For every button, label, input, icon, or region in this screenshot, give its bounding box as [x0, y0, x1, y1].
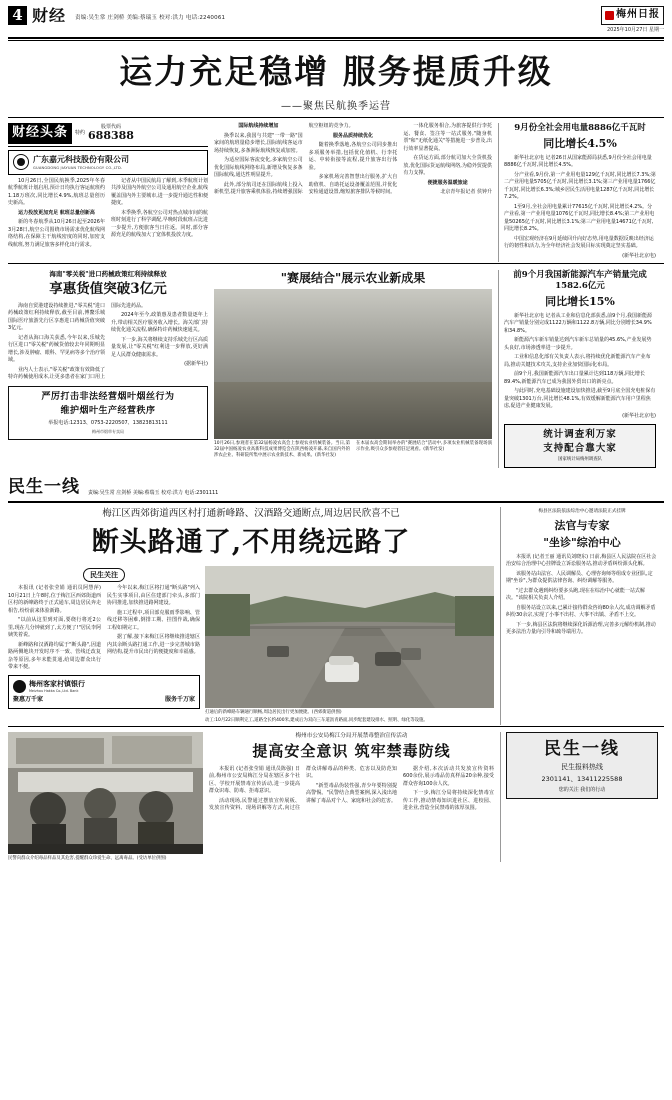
paragraph: 新华社北京电 记者26日从国家能源局获悉,9月份全社会用电量8886亿千瓦时,同比增长4.5%。 — [504, 154, 652, 168]
paragraph: 此外,部分航司还在国际航线上投入新机型,提升旅客乘机体验,持续增强国际航空枢纽的竞争力。 — [214, 123, 354, 196]
antidrug-kicker: 梅州市公安局梅江分局开展禁毒整治宣传活动 — [295, 732, 408, 739]
right-article-2-body — [504, 313, 656, 420]
paragraph: 据了解,接下来梅江区将继续推进辖区内其余断头路打通工作,进一步完善城市路网结构,提升市民出行的便捷度和幸福感。 — [107, 634, 200, 656]
paragraph: 记者从中国民航局了解到,本季航班计划共涉及国内外航空公司及通用航空企业,航线覆盖国内外主要城市,进一步提升通达性和便捷度。 — [111, 177, 208, 207]
lead-rule — [8, 117, 664, 118]
minsheng-body — [8, 507, 664, 724]
minsheng-article-body — [8, 585, 200, 672]
stat-ad-footer: 国家统计局梅州调查队 — [558, 457, 602, 463]
finance-headline-banner — [8, 123, 208, 147]
minsheng-main — [8, 507, 494, 724]
antidrug-article — [209, 732, 494, 862]
lead-subheadline: ——聚焦民航换季运营 — [281, 100, 391, 112]
byline: (新华社北京电) — [622, 252, 656, 259]
statistics-bureau-ad[interactable] — [504, 424, 656, 468]
paragraph: 随着换季落地,各航空公司同步推出多项服务举措,包括优化值机、行李托运、中转衔接等流程,提升旅客出行体验。 — [308, 142, 398, 171]
photo-caption: 10月26日,参观者在第32届杨凌农高会上参观农业机械装备。当日,第32届中国杨凌农业高新科技成果博览会在陕西杨凌开幕,来自国内外的涉农企业、科研院所集中展示农业新技术、新成果。(新华社发) — [214, 441, 350, 459]
photo-new-road — [205, 566, 494, 708]
subhead: 便捷服务温暖旅途 — [427, 179, 468, 186]
minsheng-credits: 责编:吴生常 庄剑桥 美编:蔡瑞玉 校对:洪力 电话:2301111 — [88, 490, 219, 497]
side-article-title-1: 法官与专家 — [554, 519, 610, 533]
paragraph: 2024年至今,政策惠及患者数量逐年上升,带动相关医疗服务收入增长。海关部门持续优化通关流程,确保特许药械快速通关。 — [111, 312, 208, 334]
byline: (新华社北京电) — [622, 412, 656, 419]
column-middle — [214, 123, 492, 262]
photo-anti-drug — [8, 732, 203, 854]
paper-nameplate — [601, 6, 664, 25]
sponsor-prefix: 特约 — [75, 129, 86, 136]
subhead: 服务品质持续优化 — [332, 132, 373, 139]
warning-line-2: 维护烟叶生产经营秩序 — [60, 405, 156, 416]
center-photo-block — [214, 270, 492, 468]
band-rule-1 — [8, 263, 664, 264]
lead-headline: 运力充足稳增 服务提质升级 — [119, 51, 553, 91]
hotline-ad-sub: 民生报料热线 — [561, 763, 603, 772]
advertiser-name-en: GUANGDONG JIAYUAN TECHNOLOGY CO.,LTD. — [33, 165, 123, 170]
minsheng-badge: 民生关注 — [83, 568, 125, 582]
right-article-2-subtitle: 同比增长15% — [545, 294, 615, 308]
masthead — [8, 6, 664, 34]
photo-caption-2: 在本届农高会期间举办的"赛展结合"活动中,多项农业机械装备现场演示作业,吸引众多参观者驻足观看。(新华社发) — [356, 441, 492, 453]
minsheng-side-col — [500, 507, 658, 724]
stock-code: 688388 — [88, 129, 134, 143]
stock-code-block — [88, 125, 134, 143]
stat-ad-line-2: 支持配合靠大家 — [543, 442, 617, 454]
feature-left-title: 享惠货值突破3亿元 — [49, 281, 167, 298]
right-article-1-subtitle: 同比增长4.5% — [543, 136, 617, 150]
photo-ground — [214, 382, 492, 439]
paragraph: 记者从海口海关获悉,今年以来,乐城先行区进口"零关税"药械货值较去年同期明显增长,涉及肿瘤、眼科、罕见病等多个治疗领域。 — [8, 334, 105, 364]
antidrug-title: 提高安全意识 筑牢禁毒防线 — [252, 741, 451, 760]
tobacco-warning-ad[interactable] — [8, 386, 208, 440]
masthead-rule — [8, 37, 664, 39]
bank-name-en: Meizhou Hakka Co.,Ltd. Bank — [29, 689, 79, 694]
paragraph: 1至9月,全社会用电量累计77615亿千瓦时,同比增长4.2%。分产业看,第一产业用电量1076亿千瓦时,同比增长8.4%;第二产业用电量50265亿千瓦时,同比增长3.1%;第三产业用电量14671亿千瓦时,同比增长8.2%。 — [504, 203, 655, 232]
masthead-left — [8, 6, 225, 25]
paragraph: 海南自贸港建设持续推进,"零关税"进口药械政策红利持续释放,截至目前,博鳌乐城国际医疗旅游先行区享惠进口药械货值突破3亿元。 — [8, 302, 105, 332]
stock-code-label: 股票代码 — [100, 123, 121, 130]
minsheng-kicker: 梅江区西郊街道西区村打通新峰路、汉酒路交通断点,周边居民欣喜不已 — [102, 508, 400, 520]
logo-icon — [605, 11, 614, 20]
road-photo-caption: 打通后的新峰路车辆通行顺畅,周边居民出行更加便捷。(西郊街道供图) — [205, 710, 342, 716]
paragraph: 10月26日,全国民航换季,2025年冬春航季航班计划启用,预计日均执行客运航班约1.18万班次,同比增长4.9%,航班总量创历史新高。 — [8, 177, 105, 207]
bank-slogan-1: 聚惠万千家 — [13, 696, 44, 704]
section-title: 财经 — [32, 6, 67, 25]
side-article-kicker: 梅县区法院依法综治中心邀请法院正式挂牌 — [538, 509, 626, 515]
paragraph: 据介绍,本次活动共发放宣传资料600余份,展示毒品仿真样品20余种,接受群众咨询100余人次。 — [403, 765, 494, 787]
paragraph: 分产业看,9月份,第一产业用电量129亿千瓦时,同比增长7.3%;第二产业用电量5705亿千瓦时,同比增长3.1%;第三产业用电量1766亿千瓦时,同比增长6.3%;城乡居民生活用电量1287亿千瓦时,同比增长7.2%。 — [504, 171, 656, 200]
bank-advertisement[interactable] — [8, 675, 200, 709]
company-logo-icon — [13, 154, 29, 170]
paragraph: 中国宏观经济在9月延续回升向好态势,用电量数据反映出经济运行的韧性和活力,为全年经济社会发展目标实现奠定坚实基础。 — [504, 235, 654, 249]
lead-headline-block — [8, 41, 664, 116]
column-left — [8, 123, 208, 262]
right-article-2-title: 前9个月我国新能源汽车产销量完成1582.6亿元 — [513, 269, 647, 292]
paragraph: 本季换季,各航空公司对热点城市间的航班时刻进行了科学调配,早晚时段航班占比进一步提升,方便旅客当日往返。同时,部分客源充足的航线加大了宽体机投放力度。 — [111, 209, 208, 239]
minsheng-title: 断头路通了,不用绕远路了 — [91, 527, 411, 559]
page-number: 4 — [8, 6, 27, 25]
lead-body-left — [8, 178, 208, 250]
paragraph: 本报讯 (记者张莹娟 通讯员阿慧萍) 10月21日上午8时,位于梅江区西郊街道西区村的新峰路终于正式通车,周边居民奔走相告,纷纷前来体验新路。 — [8, 585, 101, 614]
feature-left-kicker: 海南"零关税"进口药械政策红利持续释放 — [49, 269, 167, 278]
photo-agri-expo — [214, 289, 492, 439]
paragraph: 该服务站由法官、人民调解员、心理咨询师等组成专业团队,定期"坐诊",为群众提供法律咨询、纠纷调解等服务。 — [506, 570, 653, 585]
top-area — [8, 123, 664, 262]
paragraph: 为适应国际客流变化,多家航空公司优化国际航线网络布局,新增及恢复多条国际航线,通达性明显提升。 — [214, 157, 303, 179]
side-article-body — [506, 554, 658, 637]
right-article-1-title: 9月份全社会用电量8886亿千瓦时 — [514, 123, 646, 134]
column-right — [498, 123, 656, 262]
byline: 北京青年报记者 侯钟升 — [440, 189, 492, 196]
drug-photo-block — [8, 732, 203, 862]
paragraph: 业内人士表示,"零关税"政策有效降低了特许药械使用成本,让更多患者在家门口用上国际先进药品。 — [8, 302, 147, 381]
road-note: 动工:10月22日顺利完工,道路全长约400米,建成后为双向三车道沥青路面,同步配套建设排水、照明、绿化等设施。 — [205, 718, 428, 724]
paragraph: 多家机场完善智慧出行服务,扩大自助值机、自助托运设备覆盖范围,并优化安检通道设置,缩短旅客排队等候时间。 — [308, 174, 398, 196]
subhead: 国际航线持续增加 — [238, 123, 279, 130]
right-article-2 — [498, 270, 656, 468]
bank-ad-top — [13, 679, 195, 694]
road-photo-illustration — [205, 566, 494, 708]
paragraph: 一体化服务相合,为旅客提供行李托运、餐食、签注等一站式服务,"随身机票"和"无纸化通关"等措施进一步普及,出行效率显著提高。 — [403, 123, 492, 152]
masthead-right — [601, 6, 664, 34]
feature-left-body — [8, 303, 208, 382]
photo-title: "赛展结合"展示农业新成果 — [280, 270, 426, 285]
bank-name: 梅州客家村镇银行 — [29, 678, 85, 688]
paragraph: "以前从这里到对面,要绕行将近2公里,现在几分钟就到了,太方便了!"居民李阿姨笑着说。 — [8, 617, 101, 639]
band-rule-2 — [8, 726, 664, 727]
paragraph: 本报讯 (记者张莹娟 通讯员陈强) 日前,梅州市公安局梅江分局在辖区多个社区、学校开展禁毒宣传活动,进一步提高群众识毒、防毒、拒毒意识。 — [209, 765, 300, 794]
lead-body-middle — [214, 123, 492, 198]
paragraph: 下一步,梅江分局将持续深化禁毒宣传工作,推动禁毒知识进社区、进校园、进企业,营造全民禁毒的浓厚氛围。 — [403, 790, 494, 811]
hotline-ad-number: 2301141、13411225588 — [541, 775, 623, 784]
paragraph: 今年以来,梅江区将打通"断头路"列入民生实事项目,由区住建部门牵头,多部门协同推进,加快推进路网建设。 — [107, 585, 200, 607]
paragraph: 新的冬春航季从10月26日起至2026年3月28日,航空公司围绕市场需求优化航线网络结构,在保障主干航线密度的同时,加密支线航班,努力满足旅客多样化出行需求。 — [8, 219, 105, 248]
antidrug-photo-caption: 民警向群众介绍毒品样品及其危害,提醒群众珍爱生命、远离毒品。(受访单位供图) — [8, 855, 167, 861]
paragraph: 新能源汽车新车销量达到汽车新车总销量的45.6%,产业发展势头良好,市场渗透率进一步提升。 — [504, 337, 652, 351]
minsheng-hotline-ad[interactable] — [506, 732, 658, 799]
paragraph: 施工过程中,项目部克服雨季影响、管线迁移等困难,倒排工期、挂图作战,确保工程如期完工。 — [107, 609, 200, 631]
paragraph: 与此同时,充电基础设施建设加快推进,截至9月底全国充电桩保有量突破1301万台,同比增长48.1%,有效缓解新能源汽车用户里程焦虑,促进产业健康发展。 — [504, 388, 656, 410]
antidrug-photo-illustration — [8, 732, 203, 854]
paragraph: 下一步,梅县区法院将继续深化诉源治理,完善多元解纷机制,推动更多法治力量向引导和疏导端用力。 — [506, 621, 656, 636]
warning-line-1: 严厉打击非法经营烟叶烟丝行为 — [41, 391, 175, 402]
page-credits: 责编:吴生常 庄剑桥 美编:蔡瑞玉 校对:洪力 电话:2240061 — [75, 15, 226, 22]
band-4 — [8, 732, 664, 862]
feature-left — [8, 270, 208, 468]
minsheng-text-col — [8, 566, 200, 724]
stat-ad-line-1: 统计调查利万家 — [543, 428, 617, 440]
finance-banner-label: 财经头条 — [8, 123, 72, 144]
paragraph: "过去群众遇到纠纷要多头跑,现在在综治中心就能一站式解决。"该院相关负责人介绍。 — [506, 587, 645, 602]
paragraph: 工业和信息化部有关负责人表示,将持续优化新能源汽车产业布局,推动关键技术攻关,支持企业加快国际化布局。 — [504, 354, 651, 368]
advertisement-jiayuan[interactable] — [8, 150, 208, 175]
warning-footer: 梅州市烟草专卖局 — [92, 429, 124, 435]
advertiser-name: 广东嘉元科技股份有限公司 — [33, 153, 129, 164]
paragraph: 下一步,海关将继续支持乐城先行区高质量发展,让"零关税"红利进一步释放,更好满足人民群众健康需求。 — [111, 336, 208, 358]
minsheng-row — [8, 566, 494, 724]
hotline-ad-slogan: 您的关注 我们的行动 — [558, 786, 606, 793]
warning-hotline: 举报电话:12313、0753-2220507、13823813111 — [48, 419, 168, 426]
minsheng-photo-col — [205, 566, 494, 724]
bank-logo-icon — [13, 680, 26, 693]
paragraph: 自服务站设立以来,已累计接待群众咨询80余人次,成功调解矛盾纠纷30余宗,实现了小事不出村、大事不出镇、矛盾不上交。 — [506, 604, 656, 619]
paragraph: 活动现场,民警通过摆放宣传展板、发放宣传资料、现场讲解等方式,向过往群众讲解毒品的种类、危害以及防范知识。 — [209, 765, 397, 811]
paragraph: 在货运方面,部分航司加大全货机投放,优化国际货运航线网络,为稳外贸提供有力支撑。 — [403, 155, 492, 177]
band-2 — [8, 270, 664, 468]
paragraph: 新华社北京电 记者从工业和信息化部获悉,前9个月,我国新能源汽车产销量分别完成1122万辆和1122.8万辆,同比分别增长34.9%和34.8%。 — [504, 312, 652, 334]
paragraph: 本报讯 (记者王丽 通讯员刘晓东) 日前,梅县区人民法院在区社会治安综合治理中心挂牌设立诉讼服务站,推动矛盾纠纷源头化解。 — [506, 553, 657, 568]
byline: (据新华社) — [184, 361, 208, 368]
paper-name: 梅州日报 — [616, 9, 660, 20]
minsheng-section-header — [8, 475, 664, 504]
publish-date: 2025年10月27日 星期一 — [606, 26, 664, 33]
hotline-ad-title: 民生一线 — [544, 738, 620, 759]
paragraph: "新型毒品伪装性强,青少年要特别提高警惕。"民警结合典型案例,深入浅出地讲解了毒品对个人、家庭和社会的危害。 — [306, 782, 397, 804]
paragraph: 换季以来,我国与共建"一带一路"国家间的航班量稳步增长,国际航线客运市场持续恢复,多条洲际航线恢复或加密。 — [214, 132, 303, 154]
paragraph: 新峰路和汉酒路均属于"断头路",因道路两侧地块开发时序不一致、管线迁改复杂等原因,多年未能贯通,给周边群众出行带来不便。 — [8, 641, 101, 671]
antidrug-body — [209, 766, 494, 813]
subhead: 运力投放更加充足 航班总量创新高 — [18, 209, 95, 216]
side-article-title-2: "坐诊"综治中心 — [543, 536, 621, 550]
bank-slogans — [13, 696, 195, 705]
paragraph: 前9个月,我国新能源汽车出口量累计达到118万辆,同比增长89.4%,新能源汽车已成为我国外贸出口的新亮点。 — [504, 371, 645, 385]
sponsor-label — [75, 131, 85, 137]
minsheng-hotline-ad-col — [500, 732, 658, 862]
bank-slogan-2: 服务千万家 — [164, 696, 195, 704]
right-article-1-body — [504, 155, 656, 260]
minsheng-section-title: 民生一线 — [8, 476, 80, 497]
